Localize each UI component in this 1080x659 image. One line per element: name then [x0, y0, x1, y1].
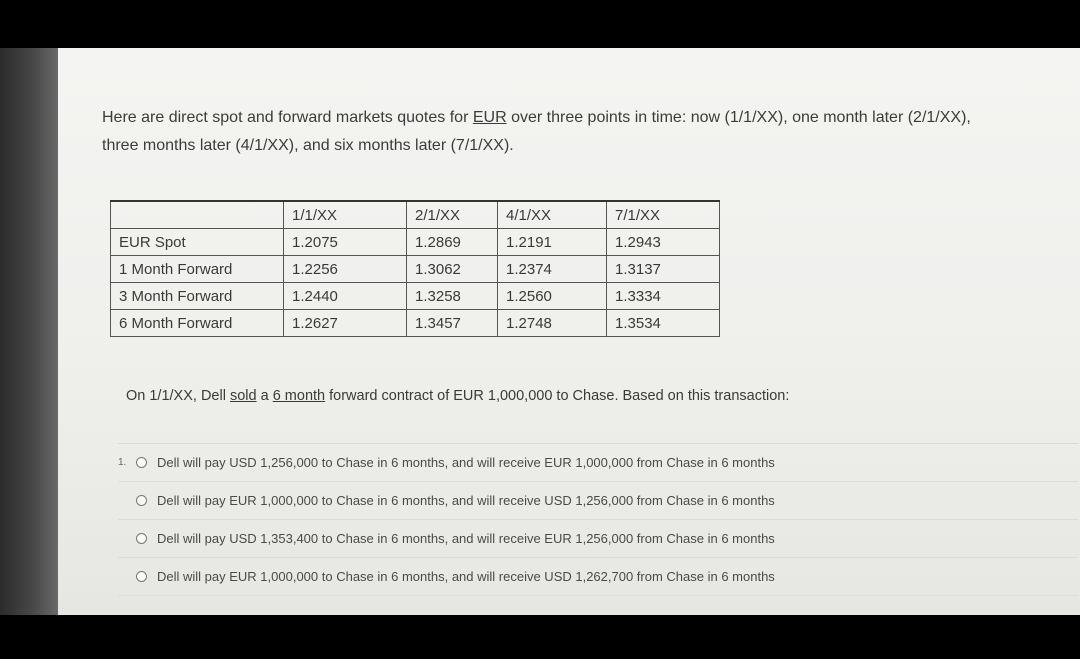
table-cell: 1.2869: [407, 229, 498, 256]
table-cell: 1.2256: [284, 256, 407, 283]
option-label: Dell will pay USD 1,256,000 to Chase in 6 months, and will receive EUR 1,000,000 from Chase in 6 months: [157, 455, 775, 470]
table-cell: 1.2560: [498, 283, 607, 310]
photo-top-border: [0, 0, 1080, 48]
table-cell: 1.3137: [607, 256, 720, 283]
radio-button[interactable]: [136, 457, 147, 468]
table-cell: 6 Month Forward: [111, 310, 284, 337]
eur-link[interactable]: EUR: [472, 109, 507, 126]
answer-option-2[interactable]: [118, 482, 1078, 520]
answer-option-4[interactable]: [118, 558, 1078, 596]
photo-left-edge: [0, 48, 58, 615]
quotes-table: [110, 200, 720, 337]
intro-line2: three months later (4/1/XX), and six months later (7/1/XX).: [102, 137, 514, 154]
answer-options: [118, 444, 1078, 596]
table-row: [111, 283, 720, 310]
table-cell: 1.3334: [607, 283, 720, 310]
table-cell: 1.2191: [498, 229, 607, 256]
table-header-cell: [111, 201, 284, 229]
option-label: Dell will pay EUR 1,000,000 to Chase in 6 months, and will receive USD 1,256,000 from Chase in 6 months: [157, 493, 775, 508]
table-cell: 1.2075: [284, 229, 407, 256]
option-label: Dell will pay EUR 1,000,000 to Chase in 6 months, and will receive USD 1,262,700 from Chase in 6 months: [157, 569, 775, 584]
table-header-cell: 2/1/XX: [407, 201, 498, 229]
table-cell: 1.2374: [498, 256, 607, 283]
quiz-page: [58, 48, 1080, 615]
question-text: [126, 388, 789, 404]
table-cell: 1.3457: [407, 310, 498, 337]
table-row: [111, 310, 720, 337]
table-cell: 1.2627: [284, 310, 407, 337]
answer-option-3[interactable]: [118, 520, 1078, 558]
radio-button[interactable]: [136, 495, 147, 506]
table-cell: 1.3258: [407, 283, 498, 310]
table-header-row: [111, 201, 720, 229]
answer-option-1[interactable]: [118, 444, 1078, 482]
table-cell: 1.3062: [407, 256, 498, 283]
question-number: 1.: [118, 457, 127, 468]
table-row: [111, 229, 720, 256]
question-suffix: forward contract of EUR 1,000,000 to Chase. Based on this transaction:: [325, 388, 790, 404]
table-header-cell: 4/1/XX: [498, 201, 607, 229]
six-month-link[interactable]: 6 month: [272, 388, 326, 404]
intro-line1-b: over three points in time: now (1/1/XX), one month later (2/1/XX),: [506, 109, 971, 126]
question-prefix: On 1/1/XX, Dell: [126, 388, 230, 404]
radio-button[interactable]: [136, 533, 147, 544]
photo-bottom-border: [0, 615, 1080, 659]
table-cell: 1.2748: [498, 310, 607, 337]
table-cell: 1 Month Forward: [111, 256, 284, 283]
table-header-cell: 7/1/XX: [607, 201, 720, 229]
table-cell: EUR Spot: [111, 229, 284, 256]
sold-link[interactable]: sold: [229, 388, 257, 404]
table-cell: 1.2440: [284, 283, 407, 310]
table-cell: 3 Month Forward: [111, 283, 284, 310]
table-cell: 1.3534: [607, 310, 720, 337]
table-row: [111, 256, 720, 283]
intro-line1-a: Here are direct spot and forward markets quotes for: [102, 109, 473, 126]
table-cell: 1.2943: [607, 229, 720, 256]
table-header-cell: 1/1/XX: [284, 201, 407, 229]
intro-text: [102, 104, 1080, 160]
radio-button[interactable]: [136, 571, 147, 582]
option-label: Dell will pay USD 1,353,400 to Chase in 6 months, and will receive EUR 1,256,000 from Chase in 6 months: [157, 531, 775, 546]
question-a: a: [256, 388, 273, 404]
